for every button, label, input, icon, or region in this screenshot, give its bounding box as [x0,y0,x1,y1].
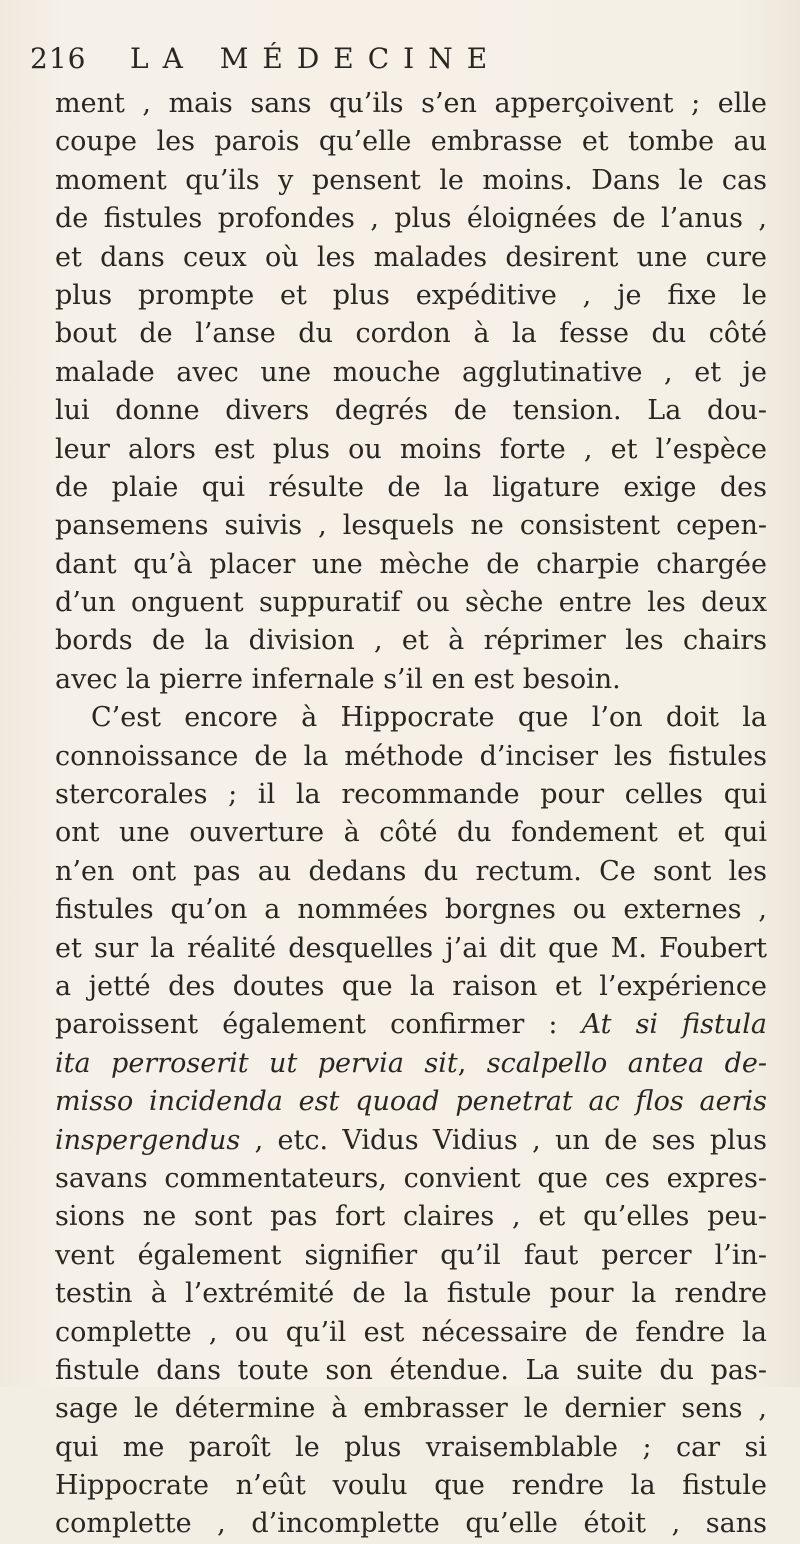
text-run: paroissent également confirmer : [55,1009,582,1041]
latin-quote: ita perroserit ut pervia sit [55,1047,458,1079]
text-line: coupe les parois qu’elle embrasse et tombe au [55,126,767,158]
text-line [55,1045,767,1083]
text-line: bords de la division , et à réprimer les chairs [55,625,767,657]
text-line: de fistules profondes , plus éloignées de l’anus , [55,203,767,235]
text-line: moment qu’ils y pensent le moins. Dans le cas [55,164,767,196]
text-line: savans commentateurs, convient que ces expres- [55,1162,767,1194]
text-line: dant qu’à placer une mèche de charpie chargée [55,548,767,580]
text-line: C’est encore à Hippocrate que l’on doit la [91,702,767,734]
text-line: malade avec une mouche agglutinative , et je [55,356,767,388]
text-line: plus prompte et plus expéditive , je fixe le [55,279,767,311]
latin-quote: scalpello antea de- [486,1047,767,1079]
text-run: , etc. Vidus Vidius , un de ses plus [240,1124,767,1156]
text-line: qui me paroît le plus vraisemblable ; car si [55,1431,767,1463]
body-text [55,85,767,1544]
text-line: a jetté des doutes que la raison et l’expérience [55,970,767,1002]
text-run: , [457,1047,487,1079]
text-line: pansemens suivis , lesquels ne consistent cepen- [55,510,767,542]
text-line: vent également signifier qu’il faut percer l’in- [55,1239,767,1271]
text-line: complette , ou qu’il est nécessaire de fendre la [55,1316,767,1348]
page-header [30,42,770,82]
latin-quote: At si fistula [581,1009,767,1041]
latin-quote-line: misso incidenda est quoad penetrat ac flos aeris [55,1086,767,1118]
text-line: avec la pierre infernale s’il en est besoin. [55,663,621,695]
text-line [55,1122,767,1160]
running-head: LA MÉDECINE [130,42,502,75]
page-number: 216 [30,42,87,75]
text-line: ont une ouverture à côté du fondement et qui [55,817,767,849]
text-line: n’en ont pas au dedans du rectum. Ce sont les [55,855,767,887]
text-line: sions ne sont pas fort claires , et qu’elles peu- [55,1201,767,1233]
text-line: connoissance de la méthode d’inciser les fistules [55,740,767,772]
text-line: de plaie qui résulte de la ligature exige des [55,471,767,503]
text-line: d’un onguent suppuratif ou sèche entre les deux [55,587,767,619]
text-line: stercorales ; il la recommande pour celles qui [55,779,767,811]
text-line: ment , mais sans qu’ils s’en apperçoivent ; elle [55,88,767,119]
text-line: complette , d’incomplette qu’elle étoit , sans [55,1508,767,1540]
text-line [55,1006,767,1044]
text-line: fistules qu’on a nommées borgnes ou externes , [55,894,767,926]
text-line: bout de l’anse du cordon à la fesse du côté [55,318,767,350]
text-line: leur alors est plus ou moins forte , et l’espèce [55,433,767,465]
text-line: et sur la réalité desquelles j’ai dit que M. Foubert [55,932,767,964]
text-line: Hippocrate n’eût voulu que rendre la fistule [55,1470,767,1502]
text-line: sage le détermine à embrasser le dernier sens , [55,1393,767,1425]
text-line: lui donne divers degrés de tension. La dou- [55,395,767,427]
text-line: fistule dans toute son étendue. La suite du pas- [55,1354,767,1386]
text-line: et dans ceux où les malades desirent une cure [55,241,767,273]
text-line: testin à l’extrémité de la fistule pour la rendre [55,1278,767,1310]
latin-quote: inspergendus [55,1124,241,1156]
